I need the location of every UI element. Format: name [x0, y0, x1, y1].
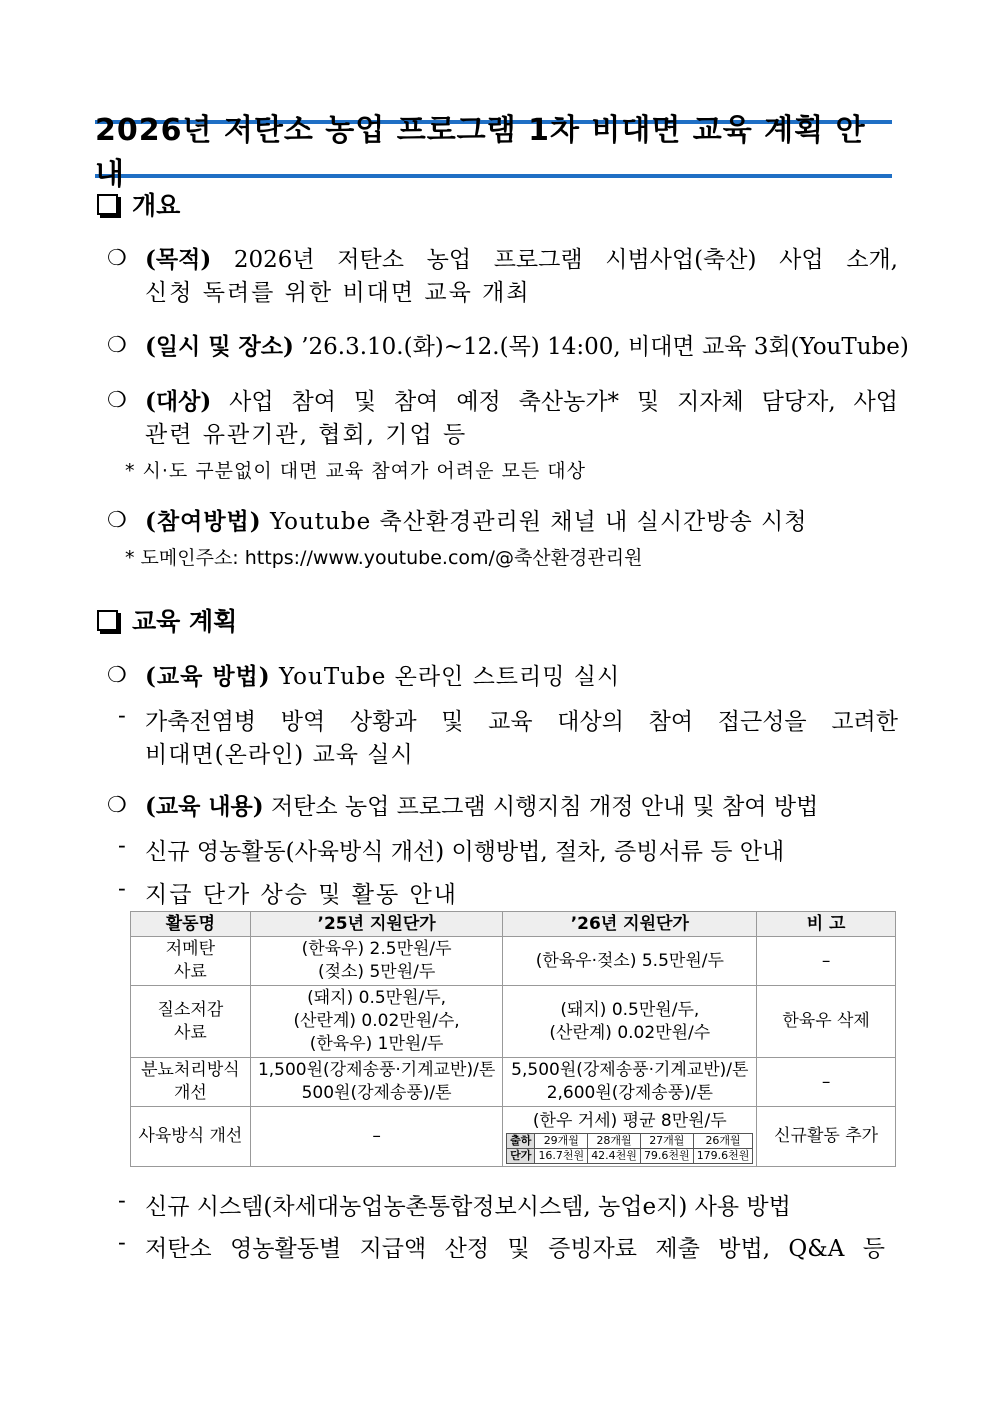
- price-25: (한육우) 2.5만원/두 (젖소) 5만원/두: [250, 937, 503, 986]
- inner-price-table: [506, 1133, 753, 1164]
- section-overview-heading: [95, 186, 180, 222]
- remark: 한육우 삭제: [757, 986, 896, 1058]
- circle-bullet-icon: ❍: [107, 508, 127, 533]
- section-title: 개요: [132, 191, 181, 220]
- edu-method-line: (교육 방법) YouTube 온라인 스트리밍 실시: [145, 663, 621, 690]
- price-25: –: [250, 1107, 503, 1167]
- dash-icon: -: [118, 876, 126, 902]
- activity-name: 분뇨처리방식 개선: [131, 1058, 251, 1107]
- price-26-summary: (한우 거세) 평균 8만원/두: [532, 1110, 727, 1131]
- remark: 신규활동 추가: [757, 1107, 896, 1167]
- circle-bullet-icon: ❍: [107, 246, 127, 271]
- table-row: [131, 986, 896, 1058]
- inner-header: 출하: [507, 1133, 535, 1148]
- price-26: (돼지) 0.5만원/두, (산란계) 0.02만원/수: [503, 986, 757, 1058]
- calc-line: 저탄소 영농활동별 지급액 산정 및 증빙자료 제출 방법, Q&A 등: [145, 1236, 885, 1262]
- method-line: (참여방법) Youtube 축산환경관리원 채널 내 실시간방송 시청: [145, 508, 808, 535]
- dash-icon: -: [118, 1188, 126, 1214]
- unit-price-table: [130, 911, 896, 1167]
- date-line: (일시 및 장소) ’26.3.10.(화)~12.(목) 14:00, 비대면 교육 3회(YouTube): [145, 333, 909, 360]
- inner-price: 79.6천원: [640, 1148, 693, 1163]
- remark: –: [757, 937, 896, 986]
- domain-note: * 도메인주소: https://www.youtube.com/@축산환경관리원: [125, 547, 643, 569]
- inner-month: 26개월: [693, 1133, 753, 1148]
- dash-icon: -: [118, 1230, 126, 1256]
- table-row: [131, 1107, 896, 1167]
- price-25: (돼지) 0.5만원/두, (산란계) 0.02만원/수, (한육우) 1만원/두: [250, 986, 503, 1058]
- system-line: 신규 시스템(차세대농업농촌통합정보시스템, 농업e지) 사용 방법: [145, 1194, 791, 1220]
- document-title: 2026년 저탄소 농업 프로그램 1차 비대면 교육 계획 안내: [95, 113, 866, 192]
- dash-icon: -: [118, 833, 126, 859]
- square-bullet-icon: [97, 610, 118, 631]
- price-26: 5,500원(강제송풍·기계교반)/톤 2,600원(강제송풍)/톤: [503, 1058, 757, 1107]
- edu-method-dash-1: 가축전염병 방역 상황과 및 교육 대상의 참여 접근성을 고려한: [145, 709, 898, 735]
- circle-bullet-icon: ❍: [107, 388, 127, 413]
- table-header: ’26년 지원단가: [503, 912, 757, 937]
- inner-price: 16.7천원: [535, 1148, 588, 1163]
- remark: –: [757, 1058, 896, 1107]
- target-line-2: 관련 유관기관, 협회, 기업 등: [145, 422, 468, 448]
- circle-bullet-icon: ❍: [107, 333, 127, 358]
- price-26: (한육우·젖소) 5.5만원/두: [503, 937, 757, 986]
- price-25: 1,500원(강제송풍·기계교반)/톤 500원(강제송풍)/톤: [250, 1058, 503, 1107]
- table-row: [131, 937, 896, 986]
- square-bullet-icon: [97, 194, 118, 215]
- title-box: [95, 113, 892, 192]
- inner-price: 179.6천원: [693, 1148, 753, 1163]
- inner-header: 단가: [507, 1148, 535, 1163]
- edu-content-line: (교육 내용) 저탄소 농업 프로그램 시행지침 개정 안내 및 참여 방법: [145, 793, 819, 820]
- price-26: [503, 1107, 757, 1167]
- inner-month: 28개월: [588, 1133, 641, 1148]
- target-line-1: (대상) 사업 참여 및 참여 예정 축산농가* 및 지자체 담당자, 사업: [145, 388, 898, 415]
- purpose-line-1: (목적) 2026년 저탄소 농업 프로그램 시범사업(축산) 사업 소개,: [145, 246, 898, 273]
- table-header: 활동명: [131, 912, 251, 937]
- activity-name: 저메탄 사료: [131, 937, 251, 986]
- circle-bullet-icon: ❍: [107, 793, 127, 818]
- circle-bullet-icon: ❍: [107, 663, 127, 688]
- section-plan-heading: [95, 602, 237, 638]
- activity-name: 사육방식 개선: [131, 1107, 251, 1167]
- inner-price: 42.4천원: [588, 1148, 641, 1163]
- table-header: 비 고: [757, 912, 896, 937]
- inner-month: 27개월: [640, 1133, 693, 1148]
- purpose-line-2: 신청 독려를 위한 비대면 교육 개최: [145, 280, 531, 306]
- edu-content-dash-2: 지급 단가 상승 및 활동 안내: [145, 882, 458, 908]
- edu-content-dash-1: 신규 영농활동(사육방식 개선) 이행방법, 절차, 증빙서류 등 안내: [145, 839, 785, 865]
- edu-method-dash-2: 비대면(온라인) 교육 실시: [145, 742, 414, 768]
- table-header-row: [131, 912, 896, 937]
- target-note: * 시·도 구분없이 대면 교육 참여가 어려운 모든 대상: [125, 460, 586, 482]
- section-title: 교육 계획: [132, 607, 238, 636]
- table-header: ’25년 지원단가: [250, 912, 503, 937]
- table-row: [131, 1058, 896, 1107]
- inner-month: 29개월: [535, 1133, 588, 1148]
- activity-name: 질소저감 사료: [131, 986, 251, 1058]
- dash-icon: -: [118, 703, 126, 729]
